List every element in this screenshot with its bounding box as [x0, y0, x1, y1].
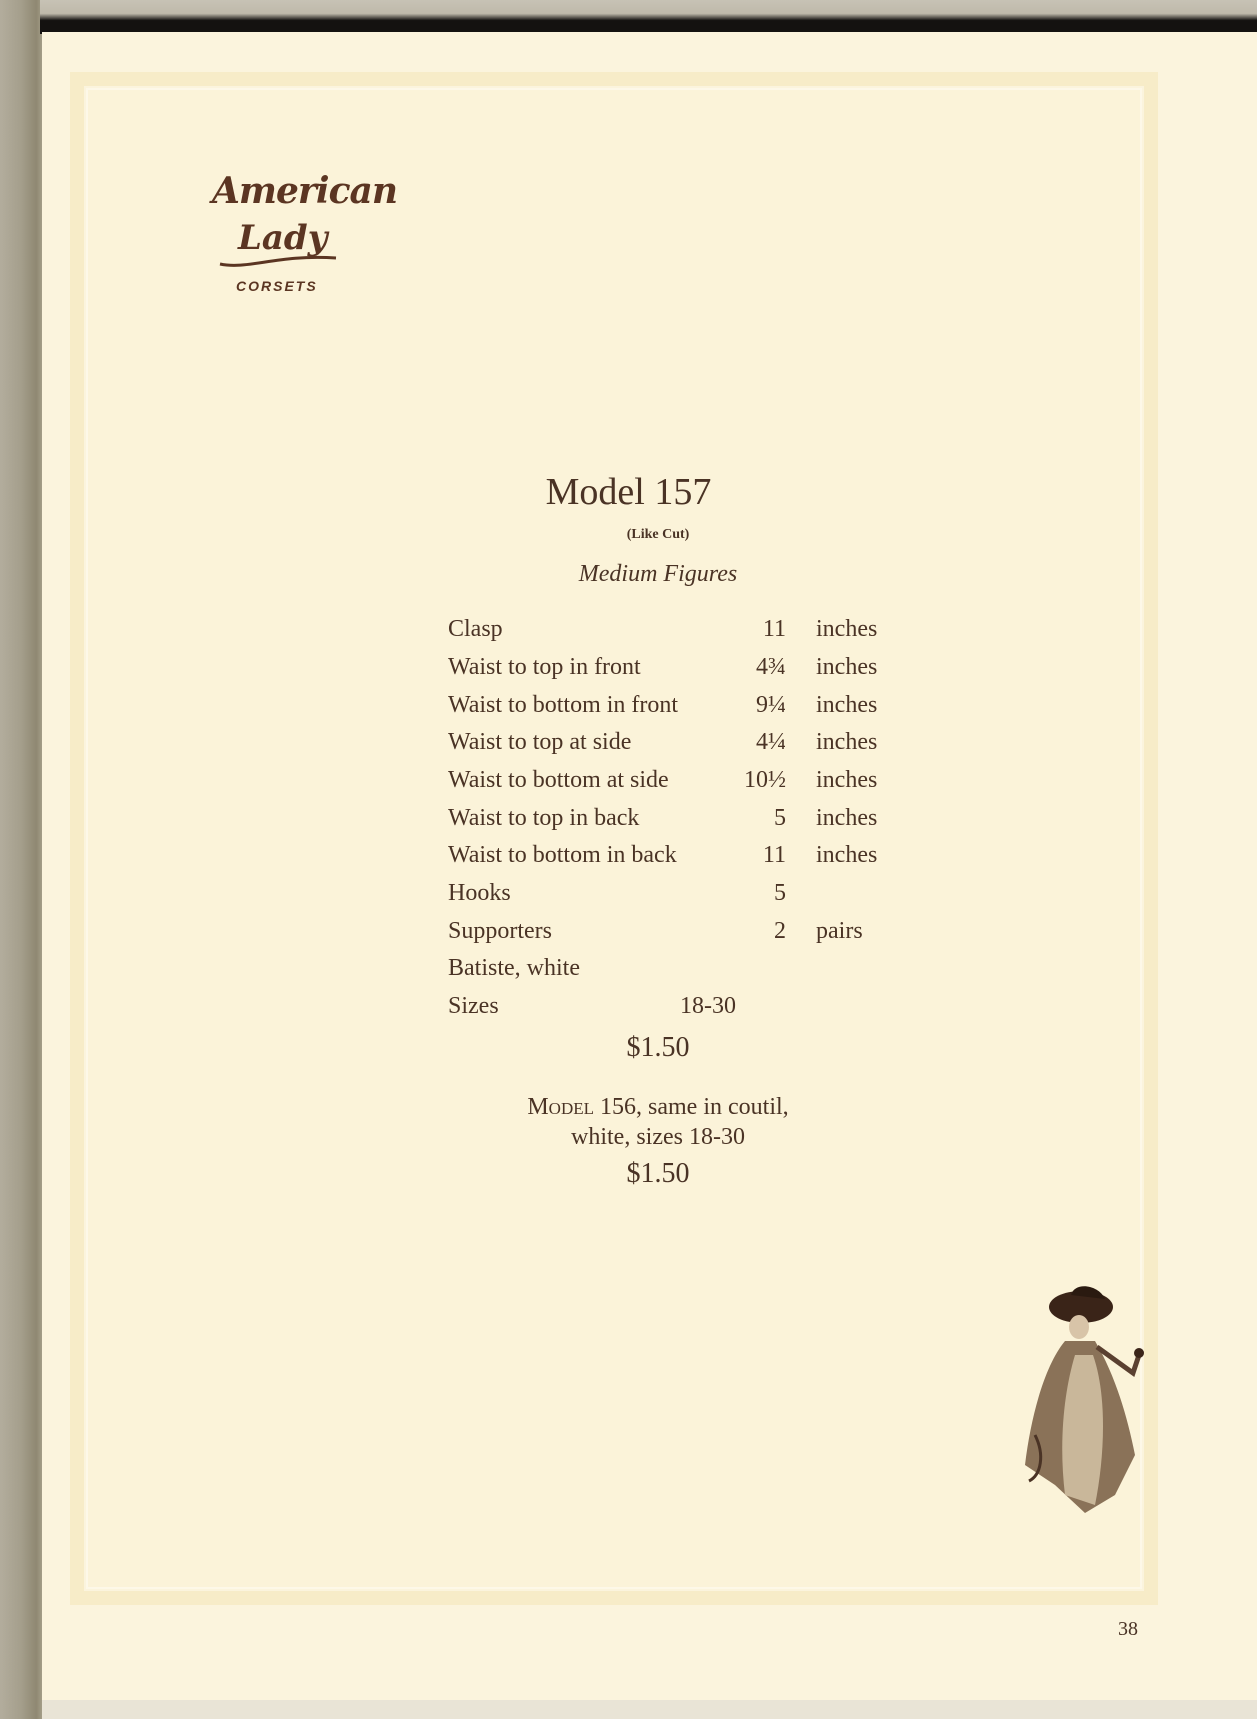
spec-value: 5 — [774, 880, 786, 906]
model-subtitle: (Like Cut) — [626, 527, 690, 542]
spec-unit: inches — [816, 805, 878, 831]
spec-unit: inches — [816, 767, 878, 793]
spec-label: Hooks — [448, 880, 511, 906]
spec-value: 2 — [774, 918, 786, 944]
spec-value: 4¼ — [756, 729, 786, 755]
brand-logo — [168, 170, 397, 300]
alt-model-name: Model — [527, 1094, 595, 1120]
lady-figure-illustration — [1015, 1285, 1145, 1515]
spec-value: 11 — [762, 842, 786, 868]
logo-swash-icon — [218, 250, 338, 270]
spec-unit: inches — [816, 616, 878, 642]
spec-row — [448, 767, 898, 803]
figure-type: Medium Figures — [578, 561, 738, 587]
page-number: 38 — [1118, 1618, 1138, 1640]
spec-label: Waist to bottom at side — [448, 767, 669, 793]
spec-unit: pairs — [816, 918, 863, 944]
spec-value: 4¾ — [756, 654, 786, 680]
spec-label: Waist to bottom in front — [448, 692, 679, 718]
spec-label: Clasp — [448, 616, 503, 642]
page-bottom-edge — [42, 1700, 1257, 1719]
spec-row — [448, 729, 898, 765]
spec-label: Waist to top in back — [448, 805, 640, 831]
page-top-edge — [40, 0, 1257, 34]
spec-row — [448, 955, 898, 991]
model-title: Model 157 — [545, 471, 712, 513]
alt-model-description: 156, same in coutil, — [600, 1094, 789, 1120]
spec-unit: inches — [816, 842, 878, 868]
spec-label: Batiste, white — [448, 955, 580, 981]
spec-label: Sizes — [448, 993, 499, 1019]
model-price: $1.50 — [626, 1032, 690, 1063]
spec-value: 9¼ — [756, 692, 786, 718]
spec-row — [448, 616, 898, 652]
spec-value: 18-30 — [680, 993, 736, 1019]
spec-row — [448, 654, 898, 690]
spec-unit: inches — [816, 729, 878, 755]
spec-row — [448, 918, 898, 954]
spec-row — [448, 993, 898, 1029]
brand-logo-line1: American — [212, 170, 397, 212]
spec-label: Supporters — [448, 918, 552, 944]
spec-label: Waist to top at side — [448, 729, 632, 755]
spec-row — [448, 692, 898, 728]
alt-model-price: $1.50 — [626, 1158, 690, 1189]
brand-logo-line2: Lady — [238, 218, 328, 258]
alt-model-line2: white, sizes 18-30 — [571, 1124, 745, 1150]
alt-model-line1 — [0, 1094, 1257, 1121]
spec-label: Waist to bottom in back — [448, 842, 677, 868]
spec-row — [448, 805, 898, 841]
spec-label: Waist to top in front — [448, 654, 641, 680]
spec-unit: inches — [816, 692, 878, 718]
spec-value: 5 — [774, 805, 786, 831]
spec-row — [448, 842, 898, 878]
brand-logo-line3: CORSETS — [236, 278, 318, 294]
spec-value: 10½ — [744, 767, 786, 793]
spec-unit: inches — [816, 654, 878, 680]
spec-row — [448, 880, 898, 916]
spec-value: 11 — [762, 616, 786, 642]
